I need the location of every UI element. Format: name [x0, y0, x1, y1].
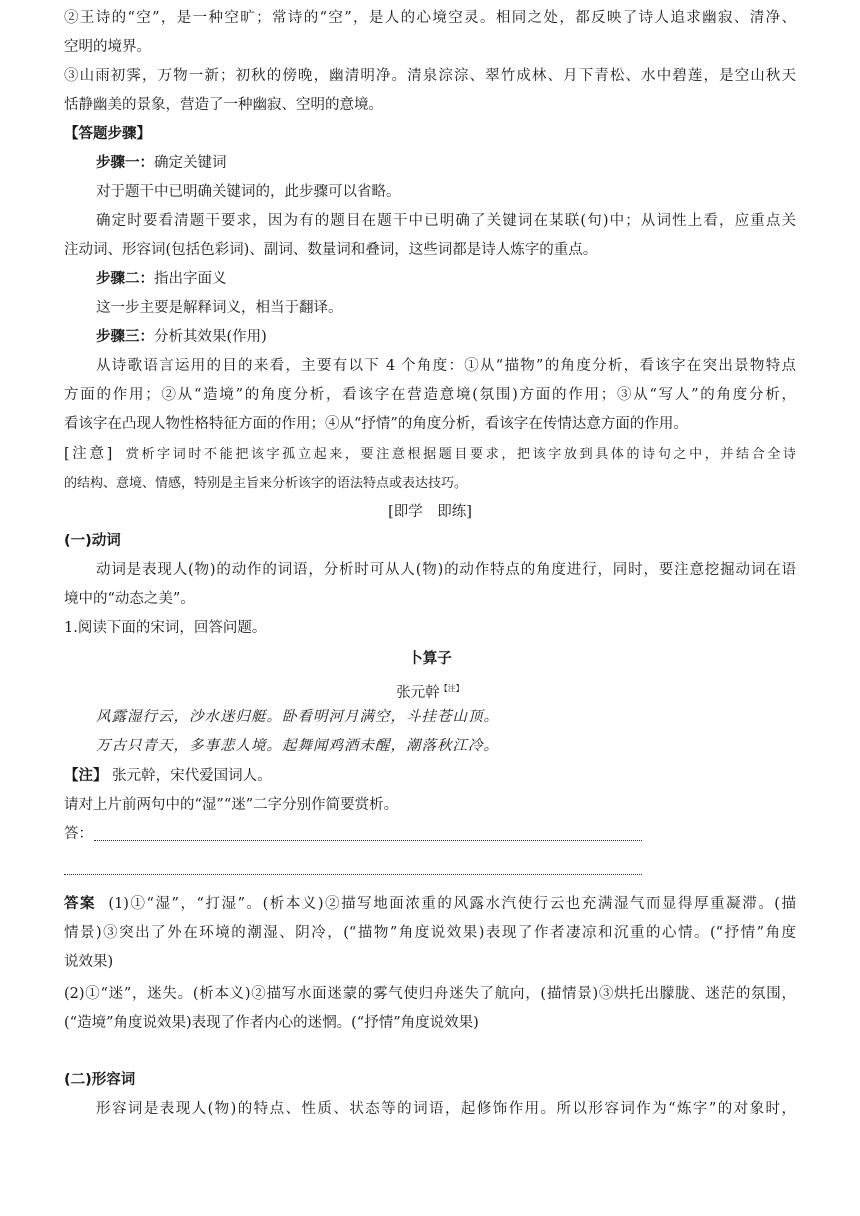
poem-note-label: 【注】 — [64, 768, 108, 784]
step2-desc: 这一步主要是解释词义，相当于翻译。 — [96, 300, 343, 316]
step1-para-line2: 注动词、形容词(包括色彩词)、副词、数量词和叠词，这些词都是诗人炼字的重点。 — [64, 242, 598, 258]
para2-line2: 恬静幽美的景象，营造了一种幽寂、空明的意境。 — [64, 97, 383, 113]
step3-para-line2: 方面的作用；②从“造境”的角度分析，看该字在营造意境(氛围)方面的作用；③从“写人”的角度分析， — [64, 387, 796, 403]
step3-para-line3: 看该字在凸现人物性格特征方面的作用；④从“抒情”的角度分析，看该字在传情达意方面的作用。 — [64, 416, 688, 432]
step3-para-line1: 从诗歌语言运用的目的来看，主要有以下 4 个角度：①从“描物”的角度分析，看该字在突出景物特点 — [96, 358, 796, 374]
section2-line1: 形容词是表现人(物)的特点、性质、状态等的词语，起修饰作用。所以形容词作为“炼字”的对象时， — [96, 1101, 796, 1117]
answer-line5: (“造境”角度说效果)表现了作者内心的迷惘。(“抒情”角度说效果) — [64, 1015, 479, 1031]
steps-heading: 【答题步骤】 — [64, 126, 151, 142]
note-label: [注意] — [64, 446, 113, 462]
poem-author: 张元幹 — [396, 684, 440, 701]
answer-line4: (2)①“迷”，迷失。(析本义)②描写水面迷蒙的雾气使归舟迷失了航向，(描情景)③烘托出朦胧、迷茫的氛围， — [64, 986, 796, 1002]
practice-heading: [即学 即练] — [388, 504, 472, 520]
step3-label: 步骤三： — [96, 329, 154, 345]
answer-text-1: (1)①“湿”，“打湿”。(析本义)②描写地面浓重的风露水汽使行云也充满湿气而显得厚重凝滞。(描 — [108, 896, 797, 912]
answer-line2: 情景)③突出了外在环境的潮湿、阴冷，(“描物”角度说效果)表现了作者凄凉和沉重的心情。(“抒情”角度 — [64, 925, 796, 941]
section2-title: (二)形容词 — [64, 1072, 136, 1088]
prompt: 请对上片前两句中的“湿”“迷”二字分别作简要赏析。 — [64, 797, 399, 813]
answer-heading: 答案 — [64, 896, 97, 912]
poem-author-note: 【注】 — [439, 684, 464, 693]
answer-line3: 说效果) — [64, 954, 114, 970]
answer-line1 — [64, 890, 796, 919]
step1-label: 步骤一： — [96, 155, 154, 171]
answer-dotted-line-1 — [94, 840, 642, 841]
note-text: 赏析字词时不能把该字孤立起来，要注意根据题目要求，把该字放到具体的诗句之中，并结合全诗 — [125, 447, 796, 462]
section1-line1: 动词是表现人(物)的动作的词语，分析时可从人(物)的动作特点的角度进行，同时，要注意挖掘动词在语 — [96, 562, 796, 578]
para1-line2: 空明的境界。 — [64, 39, 151, 55]
poem-title: 卜算子 — [408, 651, 452, 667]
step2-label: 步骤二： — [96, 271, 154, 287]
poem-note — [64, 762, 796, 791]
step2 — [96, 265, 796, 294]
step1-text: 确定关键词 — [154, 155, 227, 171]
note-line1 — [64, 440, 796, 469]
para1-line1: ②王诗的“空”，是一种空旷；常诗的“空”，是人的心境空灵。相同之处，都反映了诗人追求幽寂、清净、 — [64, 10, 796, 26]
note-line2: 的结构、意境、情感，特别是主旨来分析该字的语法特点或表达技巧。 — [64, 476, 468, 491]
answer-dotted-line-2 — [64, 874, 642, 875]
step1-desc: 对于题干中已明确关键词的，此步骤可以省略。 — [96, 184, 401, 200]
step3 — [96, 323, 796, 352]
answer-label: 答： — [64, 826, 93, 842]
section1-title: (一)动词 — [64, 533, 121, 549]
poem-line1: 风露湿行云，沙水迷归艇。卧看明河月满空，斗挂苍山顶。 — [96, 709, 499, 725]
section1-line2: 境中的“动态之美”。 — [64, 591, 195, 607]
poem-line2: 万古只青天，多事悲人境。起舞闻鸡酒未醒，潮落秋江冷。 — [96, 738, 499, 754]
poem-note-text: 张元幹，宋代爱国词人。 — [112, 768, 272, 784]
step3-text: 分析其效果(作用) — [154, 329, 267, 345]
step2-text: 指出字面义 — [154, 271, 227, 287]
step1 — [96, 149, 796, 178]
question1: 1.阅读下面的宋词，回答问题。 — [64, 620, 267, 636]
step1-para-line1: 确定时要看清题干要求，因为有的题目在题干中已明确了关键词在某联(句)中；从词性上看，应重点关 — [96, 213, 796, 229]
para2-line1: ③山雨初霁，万物一新；初秋的傍晚，幽清明净。清泉淙淙、翠竹成林、月下青松、水中碧莲，是空山秋天 — [64, 68, 796, 84]
